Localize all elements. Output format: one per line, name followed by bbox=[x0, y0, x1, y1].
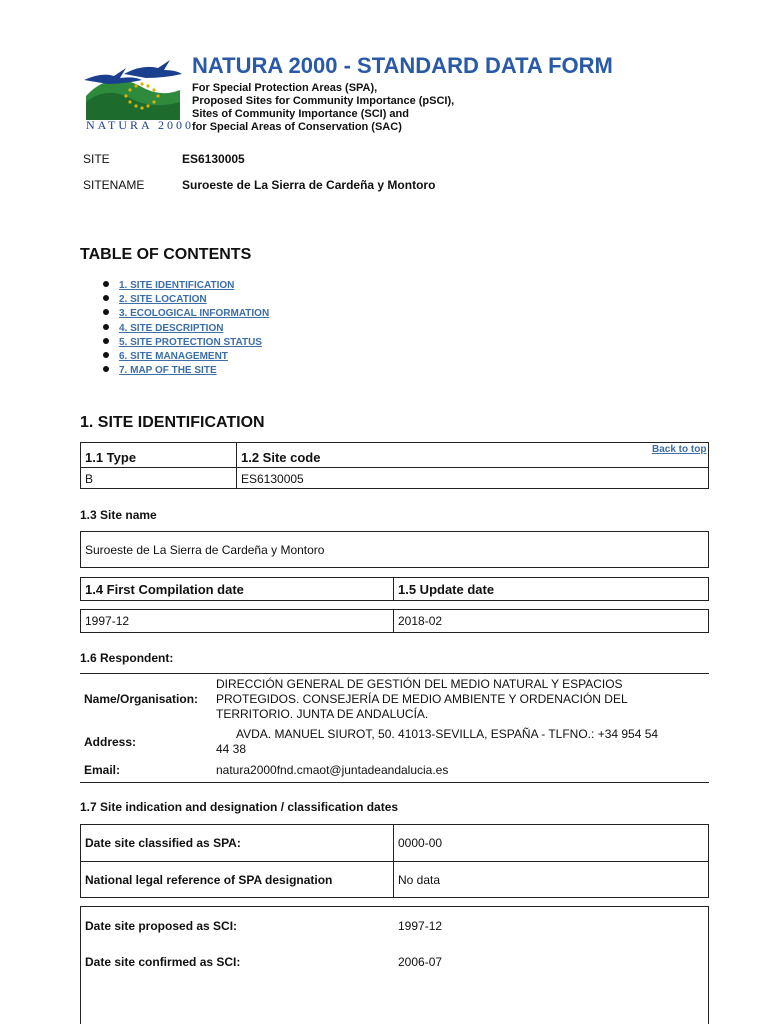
sitename-value: Suroeste de La Sierra de Cardeña y Montoro bbox=[182, 178, 436, 192]
sitename-label: SITENAME bbox=[83, 178, 145, 192]
respondent-top-rule bbox=[80, 673, 709, 674]
site-label: SITE bbox=[83, 152, 110, 166]
email-value: natura2000fnd.cmaot@juntadeandalucia.es bbox=[216, 763, 449, 777]
designation-header: 1.7 Site indication and designation / classification dates bbox=[80, 800, 399, 814]
sci-confirmed-label: Date site confirmed as SCI: bbox=[85, 955, 241, 969]
address-line: 44 38 bbox=[216, 742, 247, 756]
table-divider bbox=[80, 467, 709, 468]
address-line: AVDA. MANUEL SIUROT, 50. 41013-SEVILLA, ESPAÑA - TLFNO.: +34 954 54 bbox=[236, 727, 659, 741]
table-divider bbox=[393, 609, 394, 633]
email-label: Email: bbox=[84, 763, 121, 777]
first-compilation-header: 1.4 First Compilation date bbox=[85, 582, 244, 597]
toc-link-ecological-information[interactable]: 3. ECOLOGICAL INFORMATION bbox=[119, 308, 270, 320]
logo-wordmark: NATURA 2000 bbox=[86, 118, 195, 132]
subtitle-line: Sites of Community Importance (SCI) and bbox=[192, 108, 409, 120]
subtitle-line: for Special Areas of Conservation (SAC) bbox=[192, 121, 402, 133]
site-code-value: ES6130005 bbox=[241, 472, 304, 486]
table-divider bbox=[80, 861, 709, 862]
sci-proposed-label: Date site proposed as SCI: bbox=[85, 919, 238, 933]
toc-link-site-location[interactable]: 2. SITE LOCATION bbox=[119, 294, 207, 306]
first-compilation-value: 1997-12 bbox=[85, 614, 130, 628]
toc-link-site-description[interactable]: 4. SITE DESCRIPTION bbox=[119, 322, 224, 334]
spa-classified-value: 0000-00 bbox=[398, 836, 443, 850]
table-divider bbox=[393, 824, 394, 898]
name-org-label: Name/Organisation: bbox=[84, 692, 199, 706]
toc-link-map-of-site[interactable]: 7. MAP OF THE SITE bbox=[119, 365, 217, 377]
type-value: B bbox=[85, 472, 94, 486]
site-value: ES6130005 bbox=[182, 152, 245, 166]
subtitle-line: For Special Protection Areas (SPA), bbox=[192, 82, 378, 94]
name-org-line: DIRECCIÓN GENERAL DE GESTIÓN DEL MEDIO NATURAL Y ESPACIOS bbox=[216, 677, 623, 691]
spa-legal-ref-label: National legal reference of SPA designation bbox=[85, 873, 333, 887]
update-date-value: 2018-02 bbox=[398, 614, 443, 628]
name-org-line: PROTEGIDOS. CONSEJERÍA DE MEDIO AMBIENTE Y ORDENACIÓN DEL bbox=[216, 692, 628, 706]
subtitle-line: Proposed Sites for Community Importance (pSCI), bbox=[192, 95, 455, 107]
site-name-header: 1.3 Site name bbox=[80, 508, 157, 522]
toc-link-site-management[interactable]: 6. SITE MANAGEMENT bbox=[119, 350, 228, 362]
dates-value-row bbox=[80, 609, 709, 633]
respondent-bottom-rule bbox=[80, 782, 709, 783]
table-divider bbox=[236, 442, 237, 489]
section-title: 1. SITE IDENTIFICATION bbox=[80, 414, 265, 431]
toc-link-site-identification[interactable]: 1. SITE IDENTIFICATION bbox=[119, 280, 235, 291]
sci-proposed-value: 1997-12 bbox=[398, 919, 443, 933]
name-org-line: TERRITORIO. JUNTA DE ANDALUCÍA. bbox=[216, 707, 429, 721]
toc-link-site-protection-status[interactable]: 5. SITE PROTECTION STATUS bbox=[119, 336, 262, 348]
site-name-value: Suroeste de La Sierra de Cardeña y Montoro bbox=[85, 543, 325, 557]
type-code-table bbox=[80, 442, 709, 489]
spa-classified-label: Date site classified as SPA: bbox=[85, 836, 241, 850]
spa-legal-ref-value: No data bbox=[398, 873, 441, 887]
site-code-header: 1.2 Site code bbox=[241, 450, 321, 465]
address-label: Address: bbox=[84, 735, 137, 749]
respondent-header: 1.6 Respondent: bbox=[80, 651, 174, 665]
sci-confirmed-value: 2006-07 bbox=[398, 955, 443, 969]
type-header: 1.1 Type bbox=[85, 450, 137, 465]
table-divider bbox=[393, 577, 394, 601]
back-to-top-link[interactable]: Back to top bbox=[652, 444, 707, 455]
toc-title: TABLE OF CONTENTS bbox=[80, 246, 252, 263]
page-title: NATURA 2000 - STANDARD DATA FORM bbox=[192, 53, 613, 78]
update-date-header: 1.5 Update date bbox=[398, 582, 495, 597]
